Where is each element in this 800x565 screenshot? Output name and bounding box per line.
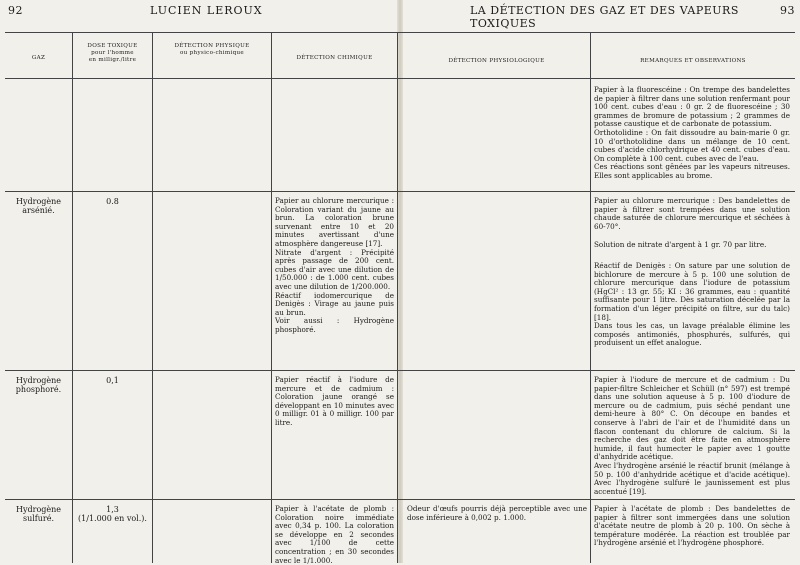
- remark-paragraph: Papier au chlorure mercurique : Des bandelettes de papier à filtrer sont trempées dans une solution chaude saturée de chlorure mercurique et séchées à 60-70°.: [594, 196, 790, 231]
- physiological-detection: [407, 505, 587, 522]
- remarks: [594, 376, 790, 496]
- chemical-paragraph: Papier réactif à l'iodure de mercure et de cadmium : Coloration jaune orangé se développant en 10 minutes avec 0 milligr. 01 à 0 milligr. 100 par litre.: [275, 375, 394, 427]
- row-divider: [5, 370, 795, 371]
- gas-name: Hydrogène phosphoré.: [15, 376, 62, 394]
- column-rule: [72, 32, 73, 563]
- running-title: LA DÉTECTION DES GAZ ET DES VAPEURS TOXIQUES: [470, 4, 739, 30]
- chemical-detection: [275, 505, 394, 565]
- toxic-dose: 0,1: [106, 376, 119, 385]
- column-rule: [590, 32, 591, 563]
- remarks: [594, 505, 790, 548]
- remarks: [594, 197, 790, 348]
- row-divider: [5, 191, 795, 192]
- remark-paragraph: Papier à l'acétate de plomb : Des bandelettes de papier à filtrer sont immergées dans une solution d'acétate neutre de plomb à 20 p. 100. On sèche à température modérée. La réaction est troublée par l'hydrogène arsénié et l'hydrogène phosphoré.: [594, 504, 790, 548]
- column-rule: [271, 32, 272, 563]
- remark-paragraph: Réactif de Denigès : On sature par une solution de bichlorure de mercure à 5 p. 100 une solution de chlorure mercurique dans l'iodure de potassium (HgCl² : 13 gr. 55; KI : 36 grammes, eau : quantité suffisante pour 1 litre. Dès saturation décelée par la formation d'un léger précipité on filtre, sur du talc) [18].: [594, 260, 790, 322]
- remark-paragraph: Solution de nitrate d'argent à 1 gr. 70 par litre.: [594, 240, 767, 250]
- gas-name: Hydrogène sulfuré.: [16, 505, 61, 523]
- col-header-chimique: DÉTECTION CHIMIQUE: [296, 55, 373, 61]
- remark-paragraph: Papier à l'iodure de mercure et de cadmium : Du papier-filtre Schleicher et Schüll (n° 597) est trempé dans une solution aqueuse à 5 p. 100 d'iodure de mercure ou de cadmium, puis séché pendant une demi-heure à 80° C. On découpe en bandes et conserve à l'abri de l'air et de l'humidité dans un flacon contenant du chlorure de calcium. Si la recherche des gaz doit être faite en atmosphère humide, il faut humecter le papier avec 1 goutte d'anhydride acétique.: [594, 375, 790, 462]
- chemical-detection: [275, 197, 394, 335]
- chemical-paragraph: Réactif iodomercurique de Denigès : Virage au jaune puis au brun.: [275, 290, 394, 317]
- gas-name: Hydrogène arsénié.: [16, 197, 61, 215]
- column-rule: [397, 32, 398, 563]
- running-author: LUCIEN LEROUX: [150, 4, 263, 17]
- table-top-rule: [5, 32, 795, 33]
- chemical-paragraph: Voir aussi : Hydrogène phosphoré.: [275, 316, 394, 334]
- toxic-dose: 1,3 (1/1.000 en vol.).: [78, 505, 147, 523]
- page-number-right: 93: [780, 4, 795, 17]
- column-rule: [152, 32, 153, 563]
- physiological-paragraph: Odeur d'œufs pourris déjà perceptible avec une dose inférieure à 0,002 p. 1.000.: [407, 504, 587, 522]
- chemical-detection: [275, 376, 394, 428]
- remark-paragraph: Avec l'hydrogène arsénié le réactif brunit (mélange à 50 p. 100 d'anhydride acétique et d'acide acétique). Avec l'hydrogène sulfuré le jaunissement est plus accentué [19].: [594, 460, 790, 496]
- chemical-paragraph: Papier au chlorure mercurique : Coloration variant du jaune au brun. La coloration brune survenant entre 10 et 20 minutes avertissant d'une atmosphère dangereuse [17].: [275, 196, 394, 248]
- remark-paragraph: Papier à la fluorescéine : On trempe des bandelettes de papier à filtrer dans une solution renfermant pour 100 cent. cubes d'eau : 0 gr. 2 de fluorescéine ; 30 grammes de bromure de potassium ; 2 grammes de potasse caustique et de carbonate de potassium.: [594, 85, 790, 129]
- col-header-gaz: GAZ: [31, 55, 46, 61]
- chemical-paragraph: Papier à l'acétate de plomb : Coloration noire immédiate avec 0,34 p. 100. La coloration se développe en 2 secondes avec 1/100 de cette concentration ; en 30 secondes avec le 1/1.000.: [275, 504, 394, 565]
- toxic-dose: 0.8: [106, 197, 119, 206]
- remark-paragraph: Orthotolidine : On fait dissoudre au bain-marie 0 gr. 10 d'orthotolidine dans un mélange de 10 cent. cubes d'acide chlorhydrique et 40 cent. cubes d'eau. On complète à 100 cent. cubes avec de l'eau.: [594, 127, 790, 163]
- col-header-physiologique: DÉTECTION PHYSIOLOGIQUE: [448, 58, 545, 64]
- col-header-dose: DOSE TOXIQUE pour l'homme en milligr./litre: [87, 43, 138, 63]
- col-header-physique: DÉTECTION PHYSIQUE ou physico-chimique: [174, 43, 250, 56]
- chemical-paragraph: Nitrate d'argent : Précipité après passage de 200 cent. cubes d'air avec une dilution de 1/50.000 : de 1.000 cent. cubes avec une dilution de 1/200.000.: [275, 247, 394, 291]
- remark-paragraph: Dans tous les cas, un lavage préalable élimine les composés antimoniés, phosphurés, sulfurés, qui produisent un effet analogue.: [594, 321, 790, 348]
- remark-paragraph: Ces réactions sont gênées par les vapeurs nitreuses. Elles sont applicables au brome.: [594, 162, 790, 180]
- remarks-continued: [594, 86, 790, 181]
- table-header-rule: [5, 78, 795, 79]
- page-number-left: 92: [8, 4, 23, 17]
- col-header-remarques: REMARQUES ET OBSERVATIONS: [640, 58, 746, 64]
- row-divider: [5, 499, 795, 500]
